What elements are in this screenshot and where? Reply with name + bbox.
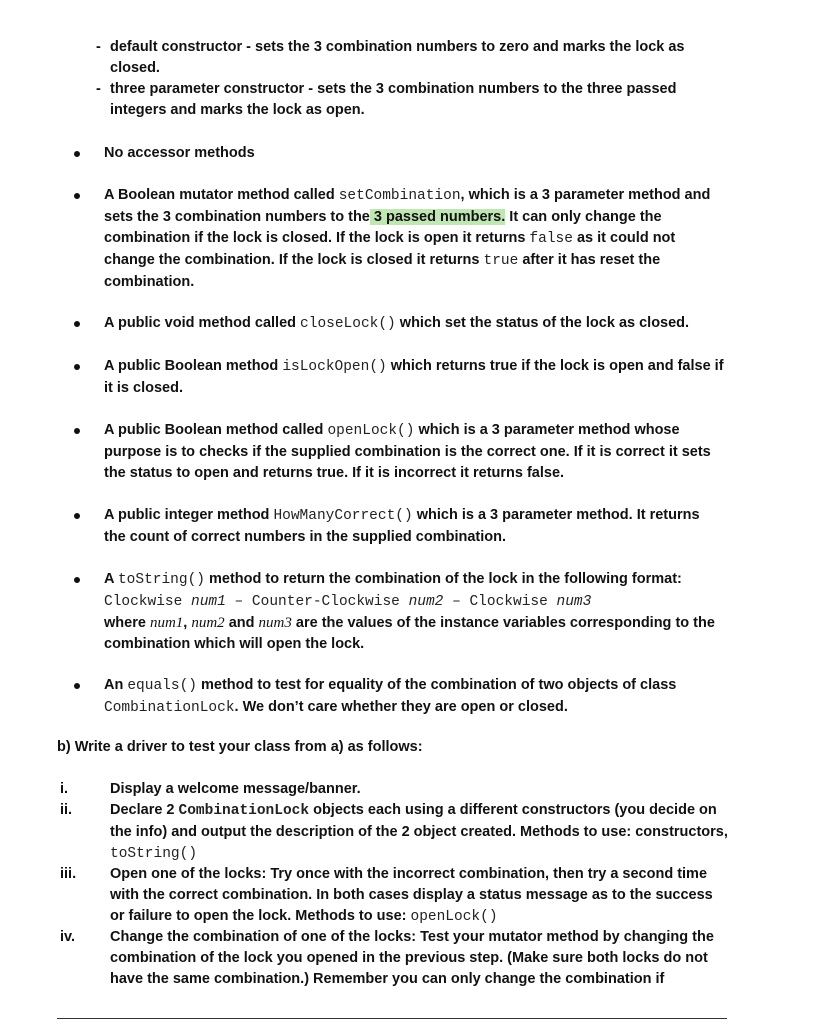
bullet-dot: [74, 683, 80, 689]
bullet-open-lock: [74, 420, 724, 484]
code-true: true: [483, 253, 519, 269]
code-closeLock: closeLock(): [300, 316, 396, 332]
item-text: Display a welcome message/banner.: [110, 781, 361, 797]
item-number: ii.: [60, 802, 73, 818]
code-CombinationLock: CombinationLock: [104, 700, 235, 716]
dash-marker: -: [96, 39, 101, 55]
bullet-equals: [74, 675, 724, 719]
code-openLock: openLock(): [327, 423, 415, 439]
bullet-no-accessor: [74, 143, 724, 164]
code-HowManyCorrect: HowManyCorrect(): [273, 508, 413, 524]
bullet-set-combination: [74, 185, 724, 293]
item-text: Change the combination of one of the locks: Test your mutator method by changing the combination of the lock you opened in the previous step. (Make sure both locks do not have the same combination.) Remember you can only change the combination if: [110, 929, 714, 987]
driver-item-iv: [60, 927, 730, 990]
bullet-dot: [74, 193, 80, 199]
code-openLock: openLock(): [410, 909, 498, 925]
three-param-constructor-item: [96, 79, 736, 121]
code-toString: toString(): [117, 572, 205, 588]
item-number: i.: [60, 781, 69, 797]
page-bottom-rule: [57, 1018, 727, 1019]
bullet-to-string: [74, 569, 724, 655]
driver-item-ii: [60, 800, 730, 865]
bullet-dot: [74, 577, 80, 583]
bullet-dot: [74, 364, 80, 370]
bullet-close-lock: [74, 313, 724, 335]
dash-marker: -: [96, 81, 101, 97]
three-param-constructor-text: three parameter constructor - sets the 3 combination numbers to the three passed integers and marks the lock as open.: [110, 81, 677, 118]
code-equals: equals(): [127, 678, 197, 694]
bullet-text: A Boolean mutator method called setCombination, which is a 3 parameter method and sets the 3 combination numbers to the 3 passed numbers. It can only change the combination if the lock is closed. If the lock is open it returns false as it could not change the combination. If the lock is closed it returns true after it has reset the combination.: [104, 187, 711, 290]
bullet-text: A public void method called closeLock() which set the status of the lock as closed.: [104, 315, 690, 332]
bullet-text: A toString() method to return the combination of the lock in the following format: Clockwise num1 – Counter-Clockwise num2 – Clockwise num3 where num1, num2 and num3 are the values of the instance variables corresponding to the combination which will open the lock.: [104, 571, 715, 652]
default-constructor-text: default constructor - sets the 3 combination numbers to zero and marks the lock as closed.: [110, 39, 685, 76]
bullet-dot: [74, 151, 80, 157]
bullet-text: A public Boolean method isLockOpen() which returns true if the lock is open and false if it is closed.: [104, 358, 724, 396]
driver-item-i: [60, 779, 730, 800]
bullet-text: No accessor methods: [104, 145, 255, 161]
code-setCombination: setCombination: [338, 188, 461, 204]
code-false: false: [529, 231, 573, 247]
bullet-text: An equals() method to test for equality of the combination of two objects of class CombinationLock. We don’t care whether they are open or closed.: [104, 677, 677, 716]
item-number: iii.: [60, 866, 77, 882]
bullet-text: A public Boolean method called openLock() which is a 3 parameter method whose purpose is to checks if the supplied combination is the correct one. If it is correct it sets the status to open and returns true. If it is incorrect it returns false.: [104, 422, 711, 481]
bullet-dot: [74, 321, 80, 327]
default-constructor-item: [96, 37, 736, 79]
code-isLockOpen: isLockOpen(): [282, 359, 387, 375]
item-text: Declare 2 CombinationLock objects each using a different constructors (you decide on the info) and output the description of the 2 object created. Methods to use: constructors, toString(): [110, 802, 728, 862]
bullet-dot: [74, 428, 80, 434]
bullet-is-lock-open: [74, 356, 724, 399]
section-b-heading: b) Write a driver to test your class from a) as follows:: [57, 739, 423, 755]
code-toString: toString(): [110, 846, 198, 862]
code-CombinationLock-bold: CombinationLock: [178, 803, 310, 819]
highlighted-text: 3 passed numbers.: [369, 209, 506, 225]
bullet-dot: [74, 513, 80, 519]
bullet-how-many-correct: [74, 505, 724, 548]
format-line: Clockwise num1 – Counter-Clockwise num2 – Clockwise num3: [104, 594, 592, 610]
item-number: iv.: [60, 929, 76, 945]
bullet-text: A public integer method HowManyCorrect() which is a 3 parameter method. It returns the count of correct numbers in the supplied combination.: [104, 507, 700, 545]
item-text: Open one of the locks: Try once with the incorrect combination, then try a second time with the correct combination. In both cases display a status message as to the success or failure to open the lock. Methods to use: openLock(): [110, 866, 713, 925]
driver-item-iii: [60, 864, 730, 928]
